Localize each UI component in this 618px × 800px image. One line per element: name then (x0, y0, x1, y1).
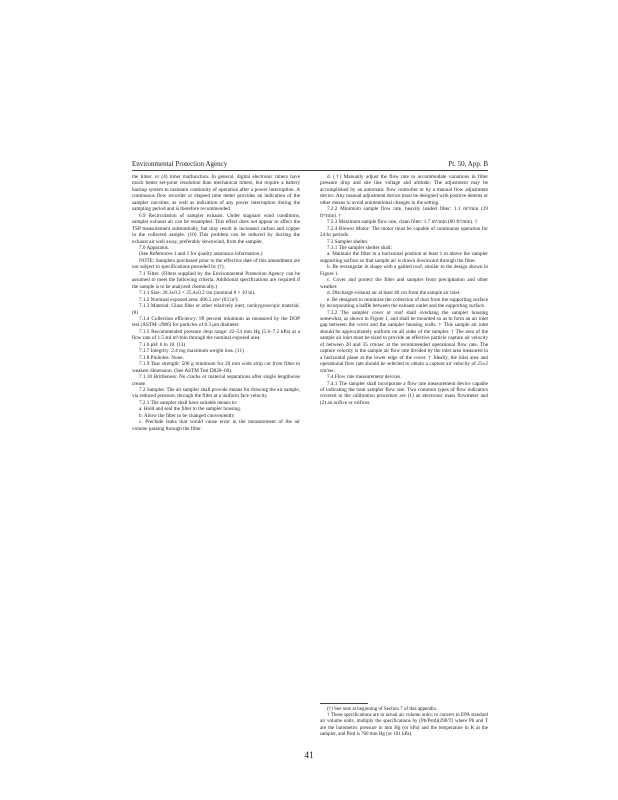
footnote-rule (320, 703, 368, 704)
paragraph: b. Allow the filter to be changed conveniently. (139, 412, 236, 419)
paragraph: 7.3.2 The sampler cover or roof shall overhang the sampler housing somewhat, as shown in Figure 1, and shall be mounted so as to form an air inlet gap between the cover and the sampler housing walls. † This sample air inlet should be approximately uniform on all sides of the sampler. † The area of the sample air inlet must be sized to provide an effective particle capture air velocity of between 20 and 35 cm/sec at the recommended operational flow rate. The capture velocity is the sample air flow rate divided by the inlet area measured in a horizontal plane at the lower edge of the cover. † Ideally, the inlet area and operational flow rate should be selected to obtain a capture air velocity of 25±2 cm/sec. (320, 309, 488, 374)
footnote: † These specifications are in actual air volume units; to convert to EPA standard air volume units, multiply the specifications by (Pb/Pstd)(298/T) where Pb and T are the barometric pressure in mm Hg (or kPa) and the temperature in K at the sampler, and Pstd is 760 mm Hg (or 101 kPa). (320, 713, 488, 737)
paragraph: 7.3.1 The sampler shelter shall: (327, 244, 393, 251)
paragraph: c. Cover and protect the filter and sampler from precipitation and other weather. (320, 277, 488, 290)
paragraph: 7.1 Filter. (Filters supplied by the Environmental Protection Agency can be assumed to meet the following criteria. Additional specifications are required if the sample is to be analyzed chemically.) (132, 270, 300, 290)
paragraph: a. Hold and seal the filter to the sampler housing. (139, 406, 242, 413)
paragraph: 7.1.9 Tear strength: 500 g minimum for 20 mm wide strip cut from filter in weakest dimension. (See ASTM Test D828–60). (132, 361, 300, 374)
paragraph: 7.2.1 The sampler shall have suitable means to: (139, 399, 238, 406)
running-header (132, 158, 488, 170)
paragraph: 7.2.3 Maximum sample flow rate, clean filter: 1.7 m³/min (60 ft³/min). † (327, 219, 478, 226)
paragraph: NOTE: Samplers purchased prior to the effective date of this amendment are not subject to specifications preceded by (†). (132, 257, 300, 271)
page-number: 41 (304, 750, 314, 760)
paragraph: 7.1.6 pH: 6 to 10. (11) (139, 341, 186, 348)
paragraph: c. Preclude leaks that would cause error in the measurement of the air volume passing through the filter. (132, 419, 300, 432)
paragraph: 7.4 Flow rate measurement devices. (327, 374, 402, 381)
paragraph: b. Be rectangular in shape with a gabled roof, similar to the design shown in Figure 1. (320, 264, 488, 277)
paragraph: d. (†) Manually adjust the flow rate to accommodate variations in filter pressure drop and site line voltage and altitude. The adjustment may be accomplished by an automatic flow controller or by a manual flow adjustment device. Any manual adjustment device must be designed with positive detents or other means to avoid unintentional changes in the setting. (320, 174, 488, 206)
paragraph: 7.2 Sampler. The air sampler shall provide means for drawing the air sample, via reduced pressure, through the filter at a uniform face velocity. (132, 386, 300, 400)
header-agency: Environmental Protection Agency (132, 160, 228, 168)
paragraph: 7.1.2 Nominal exposed area: 406.5 cm² (63 in²). (139, 296, 239, 303)
paragraph: d. Discharge exhaust air at least 40 cm from the sample air inlet. (327, 290, 461, 297)
paragraph: (See References 1 and 2 for quality assurance information.) (139, 251, 263, 258)
paragraph: 7.0 Apparatus. (139, 244, 170, 251)
paragraph: a. Maintain the filter in a horizontal position at least 1 m above the sampler supporting surface so that sample air is drawn downward through the filter. (320, 251, 488, 264)
paragraph: 7.2.2 Minimum sample flow rate, heavily loaded filter: 1.1 m³/min (39 ft³/min). † (320, 206, 488, 219)
paragraph: 7.1.7 Integrity: 2.4 mg maximum weight loss. (11) (139, 348, 244, 355)
header-rule (132, 170, 488, 171)
footnote: (†) See note at beginning of Section 7 of this appendix. (327, 707, 438, 712)
paragraph: 7.2.4 Blower Motor: The motor must be capable of continuous operation for 24-hr periods. (320, 225, 488, 239)
left-column (132, 174, 300, 432)
paragraph: 7.1.5 Recommended pressure drop range: 42–54 mm Hg (5.6–7.2 kPa) at a flow rate of 1.5 std m³/min through the nominal exposed area. (132, 328, 300, 342)
right-column (320, 174, 488, 406)
paragraph: 7.4.1 The sampler shall incorporate a flow rate measurement device capable of indicating the total sampler flow rate. Two common types of flow indicators covered in the calibration procedure are (1) an electronic mass flowmeter and (2) an orifice or orifices (320, 380, 488, 406)
paragraph: 7.3 Sampler shelter. (327, 238, 369, 245)
paragraph: the timer, or (4) timer malfunction. In general, digital electronic timers have much better set-point resolution than mechanical timers, but require a battery backup system to maintain continuity of operation after a power interruption. A continuous flow recorder or elapsed time meter provides an indication of the sampler run-time, as well as indication of any power interruption during the sampling period and is therefore recommended. (132, 174, 300, 213)
paragraph: 7.1.3 Material: Glass fiber or other relatively inert, nonhygroscopic material. (8) (132, 303, 300, 316)
paragraph: 7.1.4 Collection efficiency: 99 percent minimum as measured by the DOP test (ASTM–2986) for particles of 0.3 μm diameter. (132, 315, 300, 329)
footnotes (320, 703, 488, 738)
paragraph: 6.9 Recirculation of sampler exhaust. Under stagnant wind conditions, sampler exhaust air can be resampled. This effect does not appear to affect the TSP measurement substantially, but may result in increased carbon and copper in the collected sample. (10) This problem can be reduced by ducting the exhaust air well away, preferably downwind, from the sampler. (132, 212, 300, 245)
header-citation: Pt. 50, App. B (448, 160, 488, 168)
paragraph: 7.1.1 Size: 20.3±0.2 × 25.4±0.2 cm (nominal 8 × 10 in). (139, 290, 256, 297)
paragraph: e. Be designed to minimize the collection of dust from the supporting surface by incorporating a baffle between the exhaust outlet and the supporting surface. (320, 296, 488, 310)
paragraph: 7.1.8 Pinholes: None. (139, 354, 184, 361)
paragraph: 7.1.10 Brittleness: No cracks or material separations after single lengthwise crease. (132, 374, 300, 387)
